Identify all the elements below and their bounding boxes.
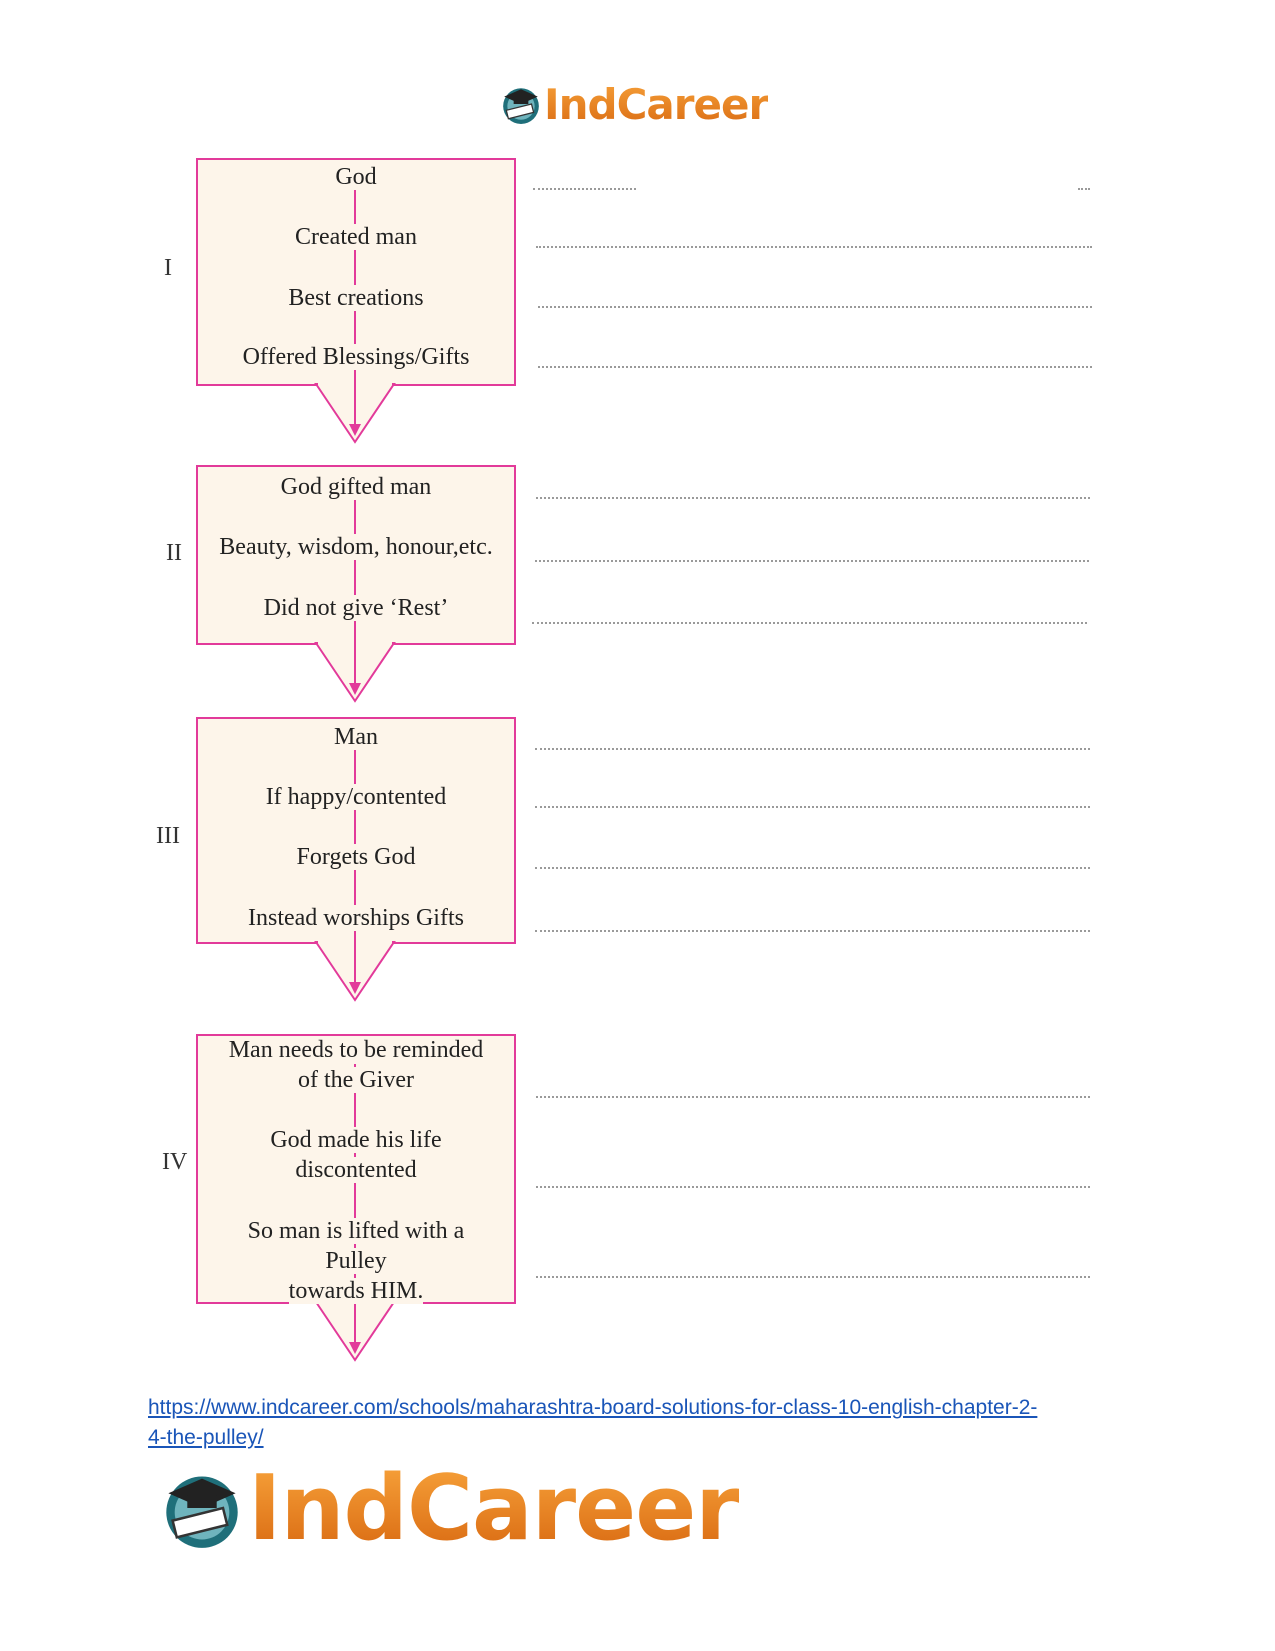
flow-arrow-line xyxy=(354,495,356,685)
flow-step-text: of the Giver xyxy=(298,1067,414,1093)
answer-blank-line[interactable] xyxy=(536,497,1090,499)
source-url-line-2: 4-the-pulley/ xyxy=(148,1426,264,1449)
source-url-line-1: https://www.indcareer.com/schools/maharashtra-board-solutions-for-class-10-english-chapter-2- xyxy=(148,1396,1038,1419)
brand-wordmark: IndCareer xyxy=(248,1455,739,1561)
down-arrow-icon xyxy=(349,424,361,436)
down-arrow-icon xyxy=(349,982,361,994)
flow-step xyxy=(200,532,512,562)
flow-step-text: Instead worships Gifts xyxy=(248,905,464,931)
down-arrow-icon xyxy=(349,683,361,695)
flow-step xyxy=(200,1216,512,1306)
flow-box-pointer xyxy=(196,1302,516,1368)
flow-step-text: Forgets God xyxy=(296,844,416,870)
answer-blank-line[interactable] xyxy=(535,930,1090,932)
graduation-cap-globe-icon xyxy=(160,1466,244,1550)
section-numeral: I xyxy=(164,255,172,281)
flow-step xyxy=(200,222,512,252)
flow-box-pointer xyxy=(196,643,516,709)
flow-step xyxy=(200,722,512,752)
flow-step-text: Created man xyxy=(295,224,417,250)
flow-step-text: God gifted man xyxy=(280,474,432,500)
flow-step-text: towards HIM. xyxy=(288,1278,424,1304)
flow-step-text: Offered Blessings/Gifts xyxy=(242,344,470,370)
flow-box-pointer xyxy=(196,942,516,1008)
flow-step-text: Man needs to be reminded xyxy=(228,1037,484,1063)
flow-step-text: Man xyxy=(334,724,378,750)
answer-blank-line[interactable] xyxy=(1078,188,1090,190)
answer-blank-line[interactable] xyxy=(535,560,1089,562)
down-arrow-icon xyxy=(349,1342,361,1354)
flow-step-text: Pulley xyxy=(325,1248,387,1274)
flow-step xyxy=(200,1035,512,1095)
flow-step-text: Beauty, wisdom, honour,etc. xyxy=(219,534,493,560)
section-numeral: II xyxy=(166,540,182,566)
flow-step xyxy=(200,842,512,872)
indcareer-logo-top xyxy=(500,78,768,130)
flow-step xyxy=(200,472,512,502)
flow-box-pointer xyxy=(196,384,516,450)
flow-step xyxy=(200,342,512,372)
flow-step-text: God made his life xyxy=(270,1127,442,1153)
answer-blank-line[interactable] xyxy=(538,306,1092,308)
flow-step-text: God xyxy=(335,164,377,190)
flow-step xyxy=(200,1125,512,1185)
answer-blank-line[interactable] xyxy=(536,1276,1090,1278)
section-numeral: IV xyxy=(162,1149,188,1175)
graduation-cap-globe-icon xyxy=(500,83,542,125)
brand-wordmark: IndCareer xyxy=(544,79,769,129)
flow-step xyxy=(200,593,512,623)
flow-step xyxy=(200,283,512,313)
answer-blank-line[interactable] xyxy=(533,188,636,190)
answer-blank-line[interactable] xyxy=(532,622,1087,624)
answer-blank-line[interactable] xyxy=(536,246,1092,248)
flow-step-text: If happy/contented xyxy=(265,784,447,810)
answer-blank-line[interactable] xyxy=(535,748,1090,750)
section-numeral: III xyxy=(156,823,180,849)
flow-step xyxy=(200,782,512,812)
answer-blank-line[interactable] xyxy=(536,1096,1090,1098)
indcareer-logo-bottom xyxy=(160,1455,739,1561)
flow-step-text: Best creations xyxy=(288,285,424,311)
flow-step-text: discontented xyxy=(295,1157,417,1183)
answer-blank-line[interactable] xyxy=(535,806,1090,808)
flow-step-text: So man is lifted with a xyxy=(247,1218,465,1244)
answer-blank-line[interactable] xyxy=(535,867,1090,869)
flow-step-text: Did not give ‘Rest’ xyxy=(263,595,449,621)
source-url-link[interactable] xyxy=(148,1393,1148,1453)
flow-step xyxy=(200,162,512,192)
answer-blank-line[interactable] xyxy=(536,1186,1090,1188)
answer-blank-line[interactable] xyxy=(538,366,1092,368)
flow-step xyxy=(200,903,512,933)
